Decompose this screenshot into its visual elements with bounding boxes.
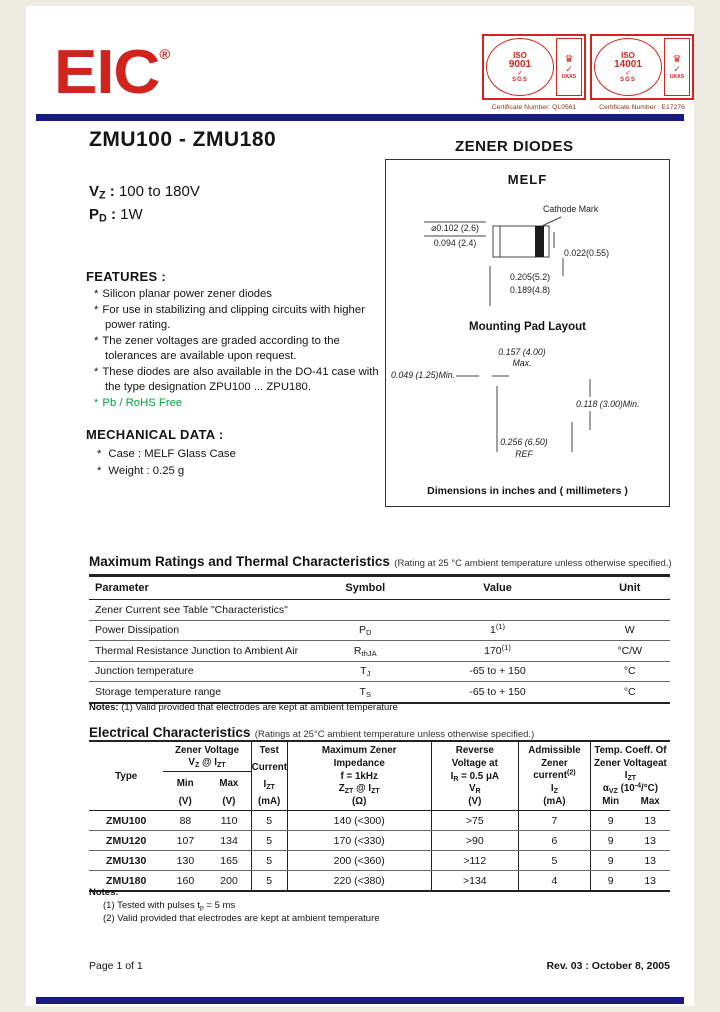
iso-14001-stamp-box: [590, 34, 694, 100]
iz-cell: 6: [519, 831, 591, 850]
header-line: Zener Voltageat $I_{ZT}$: [594, 758, 667, 782]
mechanical-text: Weight : 0.25 g: [108, 464, 185, 477]
header-line: Max: [640, 796, 660, 807]
pd-spec: [89, 203, 200, 226]
header-line: Max: [219, 778, 239, 789]
check-icon: ✓: [565, 63, 573, 74]
check-icon: ✓: [673, 63, 681, 74]
col-header-unit: Unit: [619, 582, 641, 594]
col-header-temp-coeff: [591, 742, 670, 810]
note-text: (1) Valid provided that electrodes are kept at ambient temperature: [121, 702, 398, 713]
iso-number: 9001: [508, 58, 532, 70]
symbol-cell: $R_{thJA}$: [353, 644, 377, 658]
header-line: Zener Voltage: [174, 745, 240, 756]
symbol-cell: $T_S$: [359, 685, 371, 699]
elec-subtitle: (Ratings at 25°C ambient temperature unless otherwise specified.): [254, 729, 535, 740]
header-line: Min: [602, 796, 620, 807]
param-cell: Power Dissipation: [95, 624, 180, 637]
package-name: MELF: [507, 172, 548, 187]
dim-pad-right: 0.118 (3.00)Min.: [576, 399, 640, 409]
vz-min-cell: 107: [176, 834, 195, 847]
header-line: f = 1kHz: [340, 770, 378, 782]
ratings-subtitle: (Rating at 25 °C ambient temperature unless otherwise specified.): [394, 558, 672, 569]
key-specs: [89, 180, 200, 226]
tc-max-cell: 13: [644, 814, 656, 827]
mechanical-list: [97, 446, 236, 479]
header-line: (V): [178, 796, 192, 807]
dim-pad-width-max: Max.: [512, 358, 532, 368]
tc-min-cell: 9: [607, 874, 614, 887]
header-line: $V_Z$ @ $I_{ZT}$: [188, 757, 226, 769]
header-line: Type: [115, 770, 138, 782]
header-line: Impedance: [333, 757, 385, 769]
certificate-caption: Certificate Number : E17276: [599, 104, 685, 111]
dim-pad-width: 0.157 (4.00): [498, 347, 546, 357]
izt-cell: 5: [252, 831, 288, 850]
impedance-cell: 140 (<300): [288, 811, 432, 830]
bullet: *: [94, 396, 99, 409]
bullet: *: [97, 464, 102, 477]
feature-item: [94, 303, 394, 334]
header-line: $I_Z$: [550, 783, 558, 795]
param-cell: Junction temperature: [95, 665, 194, 678]
tc-max-cell: 13: [644, 854, 656, 867]
note-text: (1) Tested with pulses $t_p = 5$ ms: [103, 900, 236, 912]
iso-label: ISO: [621, 50, 635, 60]
table-row: [89, 831, 670, 851]
iz-cell: 4: [519, 871, 591, 890]
dim-body-length-max: 0.205(5.2): [509, 272, 551, 282]
type-cell: ZMU100: [106, 814, 147, 827]
bullet: *: [94, 334, 99, 347]
min-max-row: [163, 778, 250, 790]
table-row: [89, 851, 670, 871]
iz-cell: 7: [519, 811, 591, 830]
symbol-cell: $P_D$: [359, 624, 372, 638]
eic-logo-text: EIC: [54, 38, 160, 107]
vz-min-cell: 88: [179, 814, 192, 827]
header-line: $Z_{ZT}$ @ $I_{ZT}$: [338, 783, 380, 795]
mechanical-item: [97, 463, 236, 480]
impedance-cell: 170 (<330): [288, 831, 432, 850]
vz-min-cell: 160: [176, 874, 195, 887]
ukas-label: UKAS: [669, 73, 685, 80]
ratings-header-row: [89, 577, 670, 600]
header-line: $V_R$: [469, 783, 481, 795]
features-heading: FEATURES :: [86, 269, 167, 284]
iso-14001-stamp: [590, 34, 694, 111]
crown-icon: ♛: [564, 53, 574, 65]
mechanical-text: Case : MELF Glass Case: [108, 448, 236, 460]
mounting-pad-heading: Mounting Pad Layout: [469, 321, 586, 333]
cathode-band: [535, 226, 544, 257]
mechanical-item: [97, 446, 236, 463]
izt-cell: 5: [252, 851, 288, 870]
param-cell: Storage temperature range: [95, 685, 222, 698]
value-cell: 1$^{(1)}$: [489, 622, 506, 637]
col-header-impedance: [288, 742, 432, 810]
header-line: Voltage at: [451, 757, 498, 769]
unit-cell: °C/W: [617, 644, 643, 657]
value-cell: -65 to + 150: [469, 685, 526, 698]
header-line: Test: [259, 745, 279, 756]
zener-current-note: Zener Current see Table "Characteristics": [95, 603, 288, 616]
tc-max-cell: 13: [644, 834, 656, 847]
footer-revision: Rev. 03 : October 8, 2005: [546, 960, 670, 972]
col-header-admissible-current: [519, 742, 591, 810]
feature-item: [94, 334, 394, 365]
sgs-label: SGS: [512, 76, 528, 83]
ratings-table: [89, 574, 670, 704]
notes-label: Notes:: [89, 887, 119, 898]
izt-cell: 5: [252, 811, 288, 830]
bottom-rule: [36, 997, 684, 1004]
type-cell: ZMU130: [106, 854, 147, 867]
tc-min-cell: 9: [607, 834, 614, 847]
bullet: *: [94, 365, 99, 378]
table-row: [89, 641, 670, 662]
check-icon: ✓: [517, 69, 523, 77]
header-line: (V): [468, 796, 482, 807]
vr-cell: >112: [432, 851, 519, 870]
eic-logo: [54, 22, 170, 105]
elec-title: Electrical Characteristics: [89, 725, 251, 740]
table-row: [89, 811, 670, 831]
elec-table: [89, 740, 670, 892]
feature-text: For use in stabilizing and clipping circuits with higher power rating.: [102, 303, 365, 331]
sgs-label: SGS: [620, 76, 636, 83]
group-label: [163, 745, 250, 772]
col-header-parameter: Parameter: [95, 582, 149, 594]
iso-14001-badge: [594, 38, 662, 96]
header-line: Min: [176, 778, 194, 789]
iso-9001-stamp-box: [482, 34, 586, 100]
feature-text: The zener voltages are graded according to the tolerances are available upon request.: [102, 334, 340, 362]
iso-9001-badge: [486, 38, 554, 96]
col-header-type: [89, 742, 163, 810]
vz-max-cell: 134: [208, 831, 252, 850]
table-row: [89, 621, 670, 642]
vz-max-cell: 200: [208, 871, 252, 890]
mechanical-heading: MECHANICAL DATA :: [86, 427, 224, 442]
ukas-badge: [664, 38, 690, 96]
impedance-cell: 220 (<380): [288, 871, 432, 890]
vr-cell: >90: [432, 831, 519, 850]
feature-text: These diodes are also available in the DO-41 case with the type designation ZPU100 ... ZPU180.: [102, 365, 379, 393]
footer-page-number: Page 1 of 1: [89, 960, 143, 972]
vz-spec: [89, 180, 200, 203]
min-max-row: [591, 796, 670, 808]
col-header-zener-voltage: [163, 742, 251, 810]
vz-min-cell: 130: [176, 854, 195, 867]
dim-body-length-min: 0.189(4.8): [509, 285, 551, 295]
bullet: *: [94, 288, 99, 300]
impedance-cell: 200 (<360): [288, 851, 432, 870]
header-line: Temp. Coeff. Of: [594, 745, 667, 756]
table-row: [89, 682, 670, 702]
iso-number: 14001: [614, 58, 642, 70]
izt-cell: 5: [252, 871, 288, 890]
header-line: $I_{ZT}$: [263, 779, 275, 791]
vz-value: 100 to 180V: [114, 183, 200, 200]
feature-item: [94, 365, 394, 396]
part-number-title: ZMU100 - ZMU180: [89, 128, 277, 151]
dim-diameter-min: 0.094 (2.4): [433, 238, 477, 248]
dim-pad-ref: REF: [515, 449, 533, 459]
tc-max-cell: 13: [644, 874, 656, 887]
check-icon: ✓: [625, 69, 631, 77]
header-line: Zener current$^{(2)}$: [533, 758, 576, 781]
col-header-value: Value: [483, 582, 512, 594]
header-line: Current: [251, 762, 288, 773]
dim-pad-left: 0.049 (1.25)Min.: [391, 370, 456, 380]
top-rule: [36, 114, 684, 121]
pd-value: 1W: [116, 206, 143, 223]
features-list: [94, 287, 394, 411]
col-header-symbol: Symbol: [345, 582, 386, 594]
ukas-badge: [556, 38, 582, 96]
table-row: [89, 662, 670, 683]
vz-max-cell: 110: [208, 811, 252, 830]
value-cell: -65 to + 150: [469, 665, 526, 678]
iso-label: ISO: [513, 50, 527, 60]
ratings-title: Maximum Ratings and Thermal Characteristics: [89, 554, 390, 569]
header-line: Reverse: [455, 745, 494, 756]
header-line: (mA): [543, 796, 566, 807]
dim-pad-pitch: 0.256 (6.50): [500, 437, 548, 447]
type-cell: ZMU120: [106, 834, 147, 847]
bullet: *: [94, 303, 99, 316]
cathode-mark-label: Cathode Mark: [543, 204, 599, 214]
bullet: *: [97, 448, 102, 460]
elec-notes: [89, 886, 380, 925]
notes-label: Notes:: [89, 702, 119, 713]
crown-icon: ♛: [672, 53, 682, 65]
param-cell: Thermal Resistance Junction to Ambient Air: [95, 644, 299, 657]
header-line: $I_R = 0.5$ μA: [450, 770, 500, 783]
certificate-caption: Certificate Number: QL0561: [491, 104, 577, 111]
vr-cell: >75: [432, 811, 519, 830]
header-line: (Ω): [352, 796, 367, 807]
header-line: Maximum Zener: [321, 745, 397, 756]
registered-mark: ®: [159, 46, 171, 62]
header-line: (V): [222, 796, 236, 807]
dim-diameter-max: ⌀0.102 (2.6): [431, 223, 479, 233]
units-row: [163, 796, 250, 808]
feature-item: [94, 287, 394, 303]
value-cell: 170$^{(1)}$: [484, 642, 511, 657]
note-text: (2) Valid provided that electrodes are kept at ambient temperature: [103, 913, 380, 924]
dim-cap-length: 0.022(0.55): [564, 248, 609, 258]
category-title: ZENER DIODES: [455, 138, 574, 155]
vz-max-cell: 165: [208, 851, 252, 870]
ukas-label: UKAS: [561, 73, 577, 80]
iso-9001-stamp: [482, 34, 586, 111]
feature-text: Silicon planar power zener diodes: [102, 288, 272, 300]
dimensions-note: Dimensions in inches and ( millimeters ): [427, 485, 628, 497]
unit-cell: °C: [623, 685, 636, 698]
elec-header-row: [89, 742, 670, 811]
vz-symbol: $V_Z$ :: [89, 183, 115, 202]
header-line: Admissible: [528, 745, 581, 756]
tc-min-cell: 9: [607, 854, 614, 867]
tc-min-cell: 9: [607, 814, 614, 827]
col-header-reverse-voltage: [432, 742, 519, 810]
unit-cell: °C: [623, 665, 636, 678]
header-line: $\alpha_{VZ}$ $(10^{-4}/^\circ C)$: [602, 782, 659, 795]
package-box: [385, 159, 670, 507]
iz-cell: 5: [519, 851, 591, 870]
ratings-notes: [89, 702, 398, 713]
col-header-test-current: [252, 742, 288, 810]
table-row: [89, 600, 670, 621]
header-line: (mA): [258, 796, 281, 807]
symbol-cell: $T_J$: [360, 665, 371, 679]
feature-text: Pb / RoHS Free: [102, 396, 183, 409]
pb-rohs-item: [94, 396, 394, 412]
pd-symbol: $P_D$ :: [89, 206, 116, 225]
unit-cell: W: [624, 624, 635, 637]
ratings-heading: [89, 553, 672, 571]
vr-cell: >134: [432, 871, 519, 890]
type-cell: ZMU180: [106, 874, 147, 887]
